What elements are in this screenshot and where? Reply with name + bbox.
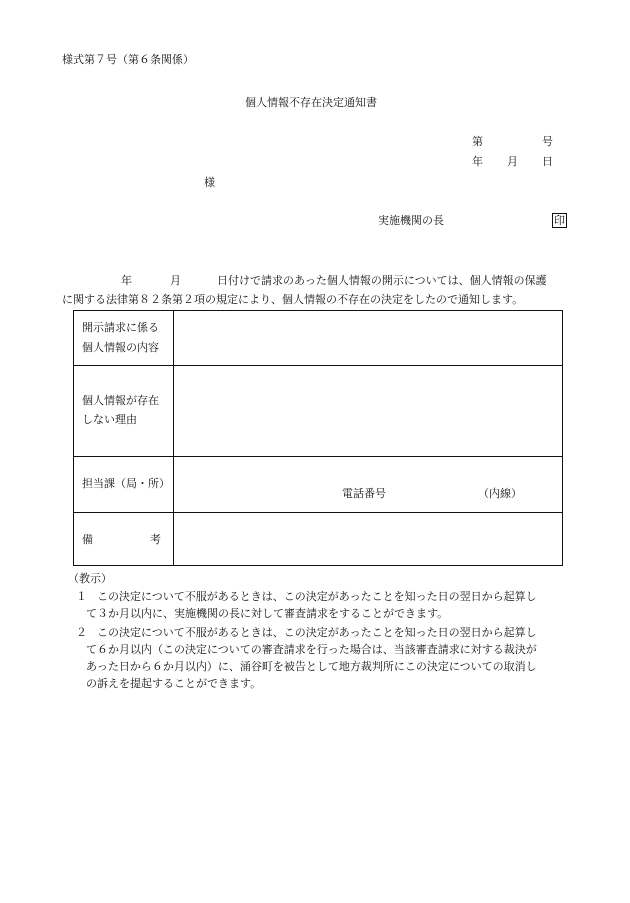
body-line-2: に関する法律第８２条第２項の規定により、個人情報の不存在の決定をしたので通知します。: [62, 293, 524, 306]
item2-line1: この決定について不服があるときは、この決定があったことを知った日の翌日から起算し: [97, 626, 537, 639]
date-day: 日: [542, 155, 553, 168]
item1-number: １: [76, 590, 87, 603]
body-month: 月: [170, 274, 181, 287]
item2-line3: あった日から６か月以内）に、涌谷町を被告として地方裁判所にこの決定についての取消し: [86, 660, 537, 673]
table-row-department: [74, 456, 562, 512]
item2-line4: の訴えを提起することができます。: [86, 677, 262, 690]
row2-label-line1: 個人情報が存在: [82, 394, 159, 407]
row1-label-line2: 個人情報の内容: [82, 341, 159, 354]
item2-number: ２: [76, 626, 87, 639]
body-line-1: 日付けで請求のあった個人情報の開示については、個人情報の保護: [217, 274, 547, 287]
addressee-suffix: 様: [204, 176, 215, 189]
form-number: 様式第７号（第６条関係）: [62, 53, 194, 66]
phone-label: 電話番号: [342, 487, 386, 500]
row1-label-line1: 開示請求に係る: [82, 321, 159, 334]
extension-label: （内線）: [478, 487, 522, 500]
item1-line2: て３か月以内に、実施機関の長に対して審査請求をすることができます。: [86, 607, 449, 620]
row4-label-a: 備: [82, 533, 93, 546]
body-year: 年: [121, 274, 132, 287]
row3-label: 担当課（局・所）: [82, 477, 170, 490]
instructions-heading: （教示）: [68, 572, 112, 585]
document-title: 個人情報不存在決定通知書: [245, 96, 377, 109]
details-table: [73, 310, 563, 566]
row4-label-b: 考: [150, 533, 161, 546]
seal-mark: 印: [554, 214, 565, 227]
item1-line1: この決定について不服があるときは、この決定があったことを知った日の翌日から起算し: [97, 590, 537, 603]
date-month: 月: [507, 155, 518, 168]
item2-line2: て６か月以内（この決定についての審査請求を行った場合は、当該審査請求に対する裁決が: [86, 643, 537, 656]
table-row-remarks: [74, 512, 562, 566]
row2-label-line2: しない理由: [82, 413, 137, 426]
date-year: 年: [472, 155, 483, 168]
issuer-title: 実施機関の長: [378, 214, 444, 227]
number-go: 号: [542, 135, 553, 148]
table-row-reason: [74, 365, 562, 456]
number-dai: 第: [472, 135, 483, 148]
